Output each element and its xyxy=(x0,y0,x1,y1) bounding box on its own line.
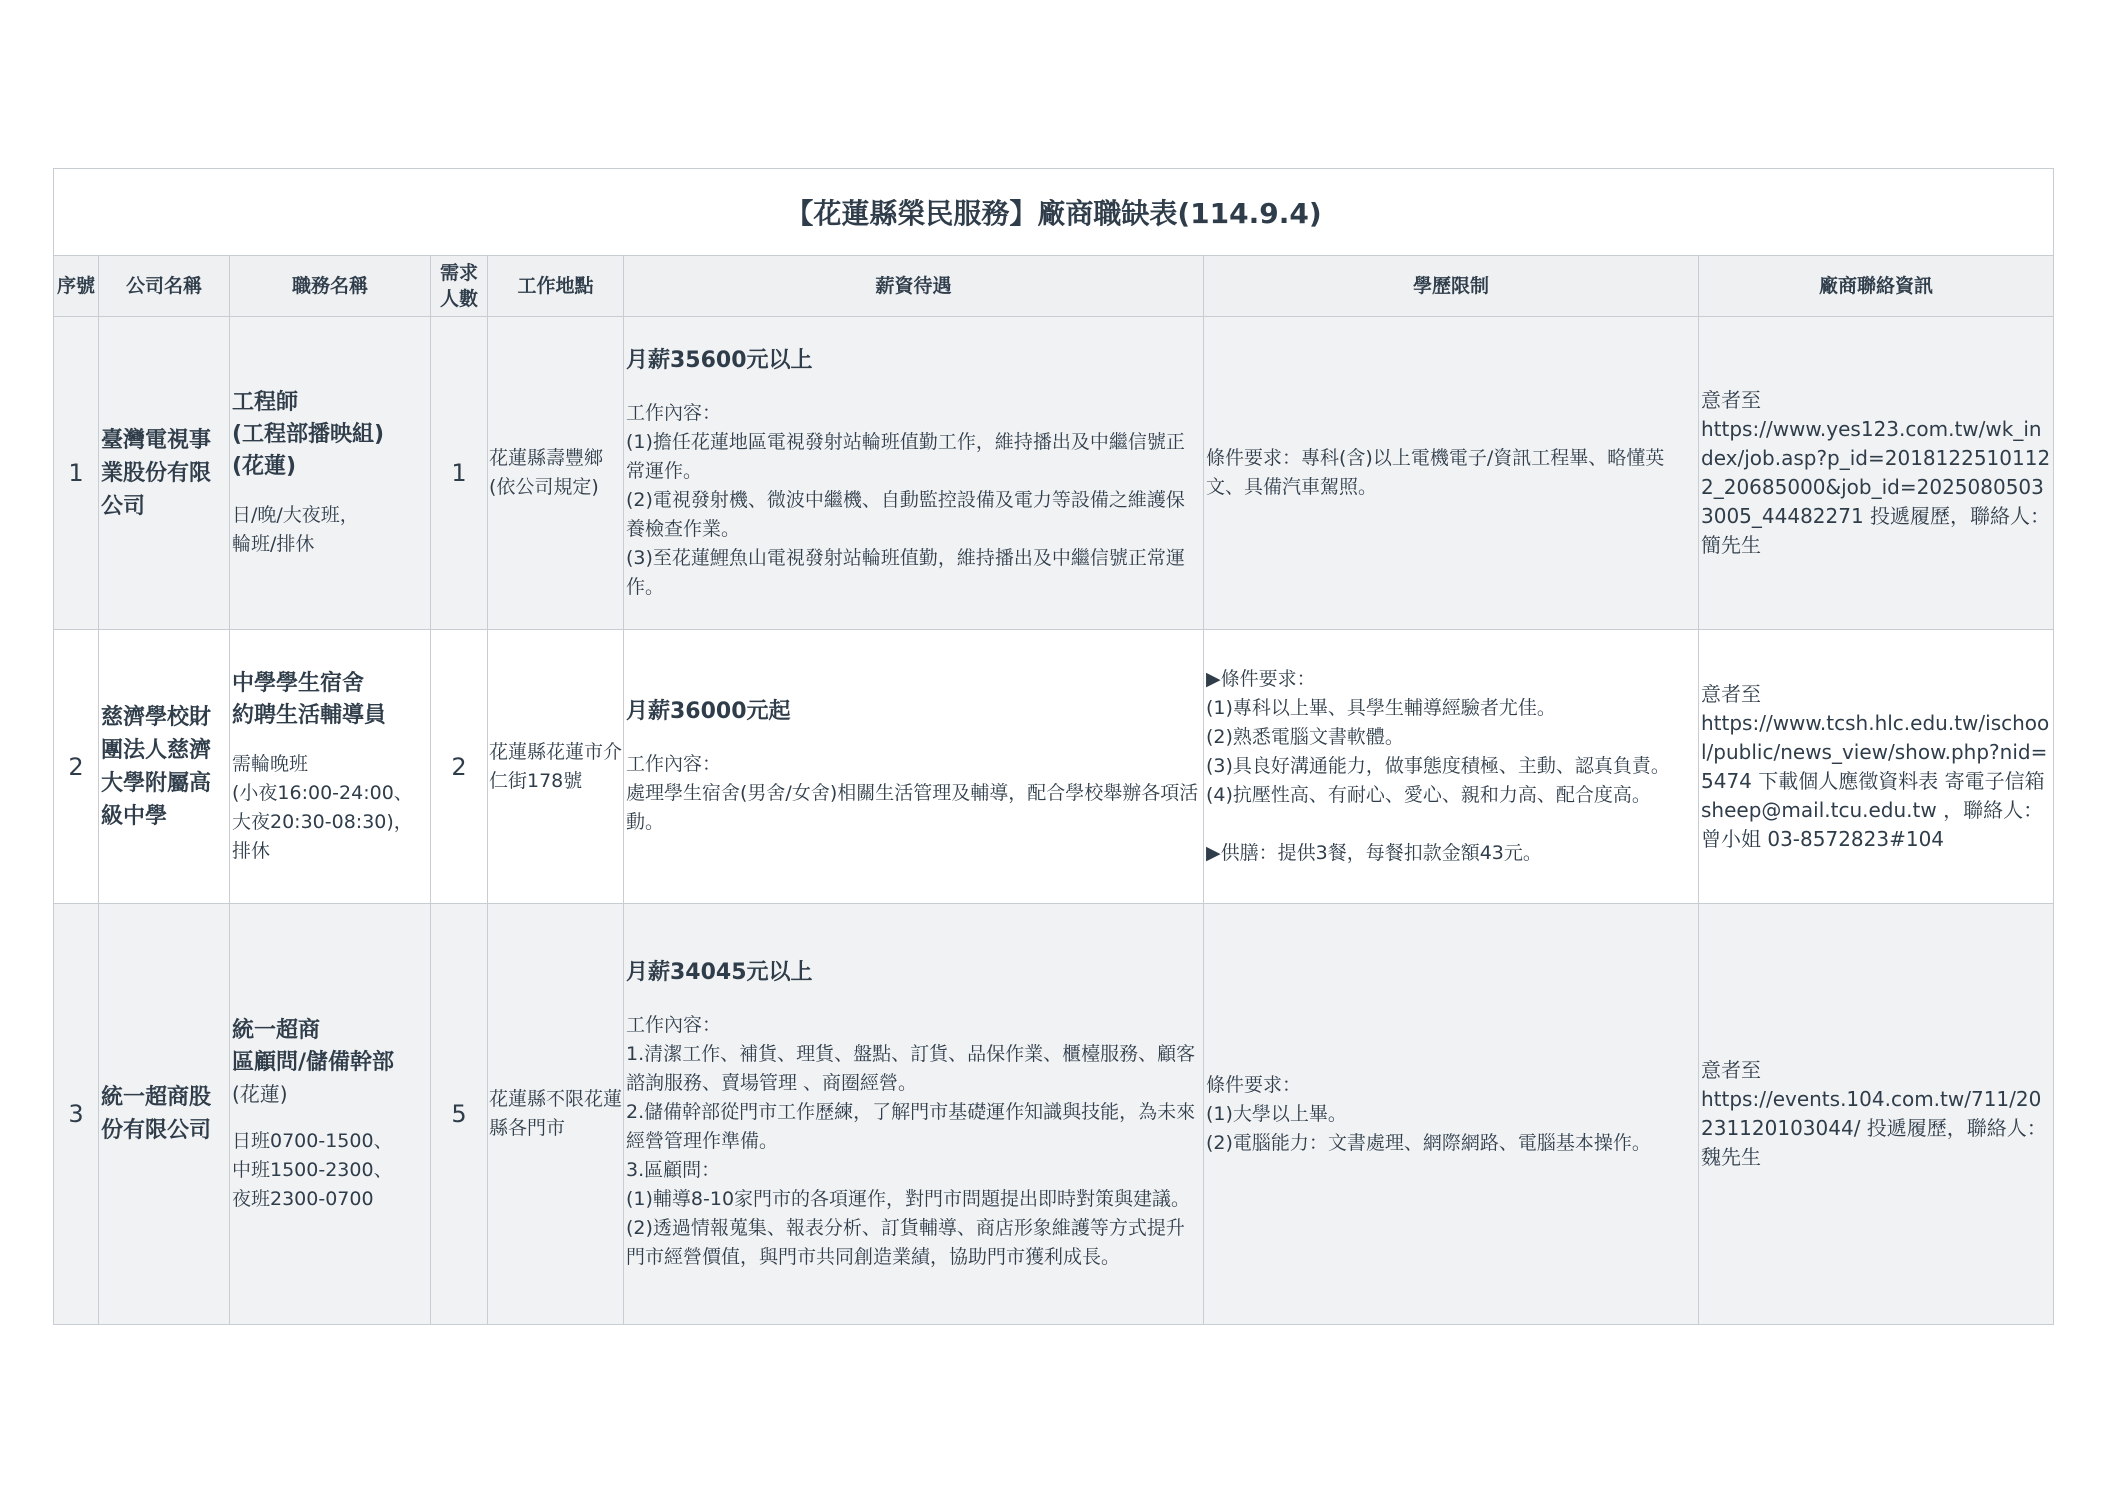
job-shift: 日班0700-1500、 中班1500-2300、 夜班2300-0700 xyxy=(232,1129,393,1210)
headcount: 2 xyxy=(431,630,488,904)
header-no: 序號 xyxy=(54,256,99,317)
contact-info: 意者至 https://events.104.com.tw/711/20231120103044/ 投遞履歷，聯絡人：魏先生 xyxy=(1699,904,2054,1325)
job-shift: 需輪晚班 (小夜16:00-24:00、大夜20:30-08:30)，排休 xyxy=(232,752,413,862)
job-location-tag: (花蓮) xyxy=(232,454,297,479)
job-subtitle: 區顧問/儲備幹部 xyxy=(232,1049,395,1075)
job-title: 統一超商 xyxy=(232,1017,321,1043)
header-company: 公司名稱 xyxy=(99,256,230,317)
work-location: 花蓮縣花蓮市介仁街178號 xyxy=(488,630,624,904)
table-row xyxy=(54,904,2054,1325)
job-cell xyxy=(230,317,431,630)
header-count: 需求人數 xyxy=(431,256,488,317)
job-subtitle: (工程部播映組) xyxy=(232,422,385,447)
salary-cell xyxy=(624,317,1204,630)
table-header-row xyxy=(54,256,2054,317)
table-row xyxy=(54,317,2054,630)
job-shift: 日/晚/大夜班， 輪班/排休 xyxy=(232,504,359,555)
education-requirement: 條件要求：專科(含)以上電機電子/資訊工程畢、略懂英文、具備汽車駕照。 xyxy=(1204,317,1699,630)
row-number: 1 xyxy=(54,317,99,630)
page-title: 【花蓮縣榮民服務】廠商職缺表(114.9.4) xyxy=(54,169,2054,256)
education-requirement: ▶條件要求： (1)專科以上畢、具學生輔導經驗者尤佳。 (2)熟悉電腦文書軟體。 (3)具良好溝通能力，做事態度積極、主動、認真負責。 (4)抗壓性高、有耐心、愛心、親和力高、配合度高。 ▶供膳：提供3餐，每餐扣款金額43元。 xyxy=(1204,630,1699,904)
salary-cell xyxy=(624,904,1204,1325)
salary-cell xyxy=(624,630,1204,904)
education-requirement: 條件要求： (1)大學以上畢。 (2)電腦能力：文書處理、網際網路、電腦基本操作。 xyxy=(1204,904,1699,1325)
contact-info: 意者至 https://www.tcsh.hlc.edu.tw/ischool/public/news_view/show.php?nid=5474 下載個人應徵資料表 寄電子信箱 sheep@mail.tcu.edu.tw ，聯絡人：曾小姐 03-8572823#104 xyxy=(1699,630,2054,904)
job-cell xyxy=(230,630,431,904)
header-contact: 廠商聯絡資訊 xyxy=(1699,256,2054,317)
row-number: 2 xyxy=(54,630,99,904)
job-subtitle: 約聘生活輔導員 xyxy=(232,702,387,728)
header-education: 學歷限制 xyxy=(1204,256,1699,317)
job-cell xyxy=(230,904,431,1325)
job-title: 工程師 xyxy=(232,390,299,415)
company-name: 統一超商股份有限公司 xyxy=(99,904,230,1325)
company-name: 慈濟學校財團法人慈濟大學附屬高級中學 xyxy=(99,630,230,904)
job-duties: 工作內容： (1)擔任花蓮地區電視發射站輪班值勤工作，維持播出及中繼信號正常運作。 (2)電視發射機、微波中繼機、自動監控設備及電力等設備之維護保養檢查作業。 (3)至花蓮鯉魚山電視發射站輪班值勤，維持播出及中繼信號正常運作。 xyxy=(626,401,1185,598)
salary-amount: 月薪34045元以上 xyxy=(626,959,813,985)
contact-info: 意者至 https://www.yes123.com.tw/wk_index/job.asp?p_id=20181225101122_20685000&job_id=20250805033005_44482271 投遞履歷，聯絡人：簡先生 xyxy=(1699,317,2054,630)
company-name: 臺灣電視事業股份有限公司 xyxy=(99,317,230,630)
headcount: 1 xyxy=(431,317,488,630)
header-job: 職務名稱 xyxy=(230,256,431,317)
table-row xyxy=(54,630,2054,904)
salary-amount: 月薪35600元以上 xyxy=(626,347,813,373)
work-location: 花蓮縣不限花蓮縣各門市 xyxy=(488,904,624,1325)
headcount: 5 xyxy=(431,904,488,1325)
work-location: 花蓮縣壽豐鄉(依公司規定) xyxy=(488,317,624,630)
row-number: 3 xyxy=(54,904,99,1325)
header-location: 工作地點 xyxy=(488,256,624,317)
job-location-tag: (花蓮) xyxy=(232,1081,288,1106)
job-duties: 工作內容： 處理學生宿舍(男舍/女舍)相關生活管理及輔導，配合學校舉辦各項活動。 xyxy=(626,753,1199,833)
header-salary: 薪資待遇 xyxy=(624,256,1204,317)
job-table xyxy=(53,168,2054,1325)
salary-amount: 月薪36000元起 xyxy=(626,699,791,724)
job-duties: 工作內容： 1.清潔工作、補貨、理貨、盤點、訂貨、品保作業、櫃檯服務、顧客諮詢服務、賣場管理 、商圈經營。 2.儲備幹部從門市工作歷練，了解門市基礎運作知識與技能，為未來經營管理作準備。 3.區顧問： (1)輔導8-10家門市的各項運作，對門市問題提出即時對策與建議。 (2)透過情報蒐集、報表分析、訂貨輔導、商店形象維護等方式提升門市經營價值，與門市共同創造業績，協助門市獲利成長。 xyxy=(626,1013,1196,1268)
job-title: 中學學生宿舍 xyxy=(232,670,365,696)
